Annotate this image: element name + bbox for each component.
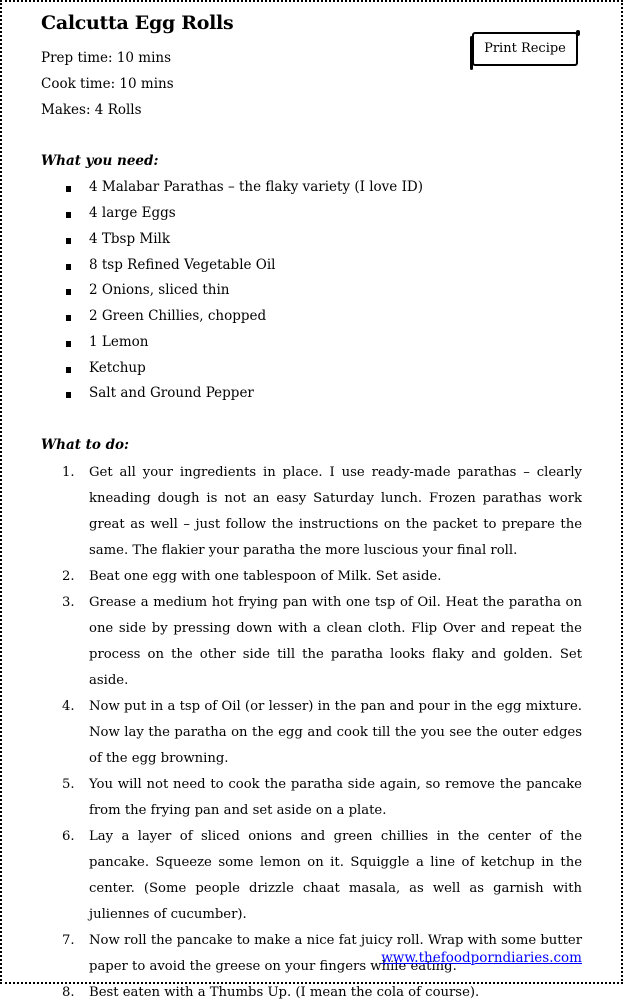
direction-step: 8. Best eaten with a Thumbs Up. (I mean the cola of course). [62, 985, 480, 1000]
recipe-title: Calcutta Egg Rolls [41, 12, 234, 34]
directions-list [62, 460, 582, 1006]
direction-step: 5. You will not need to cook the paratha side again, so remove the pancake from the frying pan and set aside on a plate. [62, 777, 582, 818]
makes: Makes: 4 Rolls [41, 102, 142, 118]
ingredients-heading: What you need: [41, 153, 159, 169]
direction-step: 1. Get all your ingredients in place. I use ready-made parathas – clearly kneading dough is not an easy Saturday lunch. Frozen parathas work great as well – just follow the instructions on the packet to prepare the same. The flakier your paratha the more luscious your final roll. [62, 465, 582, 558]
direction-step: 3. Grease a medium hot frying pan with one tsp of Oil. Heat the paratha on one side by pressing down with a clean cloth. Flip Over and repeat the process on the other side till the paratha looks flaky and golden. Set aside. [62, 595, 582, 688]
direction-step: 4. Now put in a tsp of Oil (or lesser) in the pan and pour in the egg mixture. Now lay the paratha on the egg and cook till the you see the outer edges of the egg browning. [62, 699, 582, 766]
prep-time: Prep time: 10 mins [41, 50, 172, 66]
print-recipe-button[interactable]: Print Recipe [472, 32, 578, 66]
direction-step: 6. Lay a layer of sliced onions and green chillies in the center of the pancake. Squeeze some lemon on it. Squiggle a line of ketchup in the center. (Some people drizzle chaat masala, as well as garnish with juliennes of cucumber). [62, 829, 582, 922]
website-link[interactable]: www.thefoodporndiaries.com [381, 950, 582, 966]
cook-time: Cook time: 10 mins [41, 76, 174, 92]
bullet-icon [66, 212, 71, 218]
bullet-icon [66, 186, 71, 192]
bullet-icon [66, 367, 71, 373]
bullet-icon [66, 392, 71, 398]
bullet-icon [66, 315, 71, 321]
direction-step: 7. Now roll the pancake to make a nice fat juicy roll. Wrap with some butter paper to avoid the greese on your fingers while eating. [62, 933, 582, 974]
bullet-icon [66, 264, 71, 270]
bullet-icon [66, 289, 71, 295]
direction-step: 2. Beat one egg with one tablespoon of Milk. Set aside. [62, 569, 442, 584]
bullet-icon [66, 341, 71, 347]
directions-heading: What to do: [41, 437, 130, 453]
bullet-icon [66, 238, 71, 244]
